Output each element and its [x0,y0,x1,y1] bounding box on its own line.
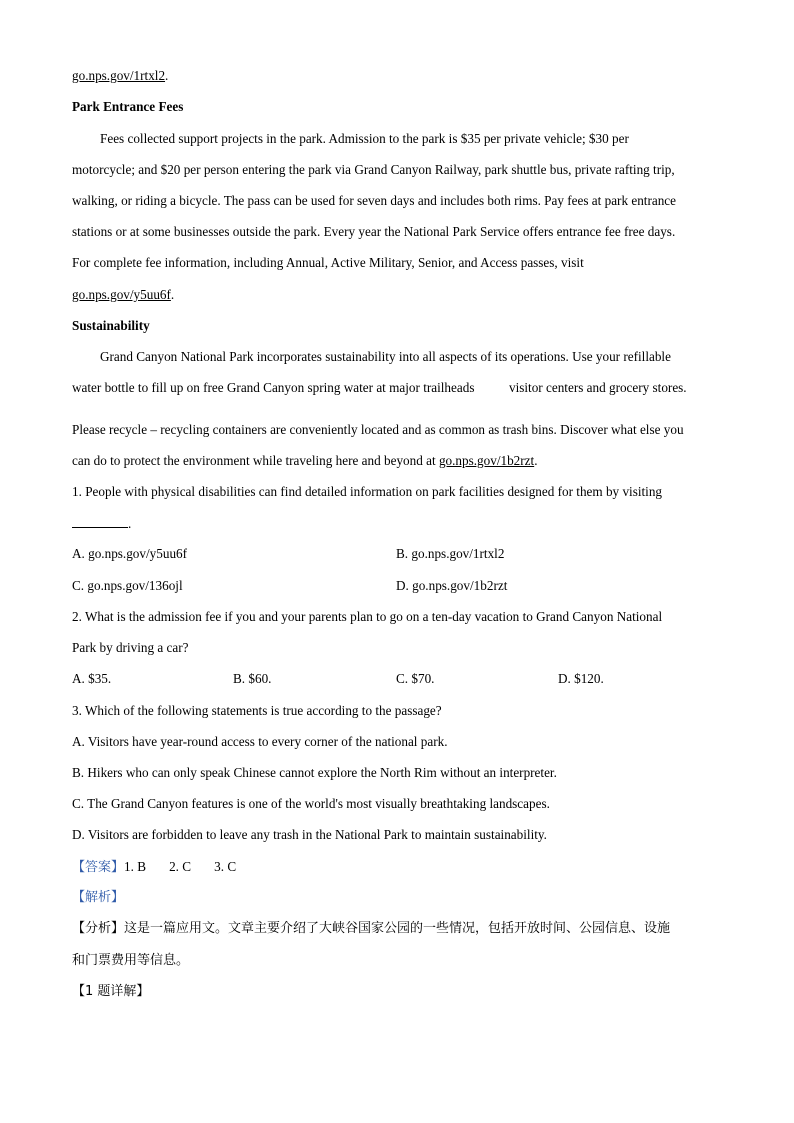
sustainability-link-line: can do to protect the environment while traveling here and beyond at go.nps.gov/1b2rzt. [72,453,538,468]
top-link[interactable]: go.nps.gov/1rtxl2 [72,68,166,83]
question-3-option-a: A. Visitors have year-round access to every corner of the national park. [72,734,448,749]
question-1-option-c: C. go.nps.gov/136ojl [72,578,183,593]
question-3-option-c: C. The Grand Canyon features is one of the world's most visually breathtaking landscapes. [72,796,550,811]
question-1-stem: 1. People with physical disabilities can find detailed information on park facilities designed for them by visiting [72,484,663,499]
question-2-option-a: A. $35. [72,671,112,686]
analysis-label: 【解析】 [72,890,125,905]
heading-park-entrance-fees: Park Entrance Fees [72,99,184,114]
question-2-option-d: D. $120. [558,671,604,686]
sustainability-link[interactable]: go.nps.gov/1b2rzt [438,453,535,468]
paragraph-line: motorcycle; and $20 per person entering the park via Grand Canyon Railway, park shuttle bus, private rafting trip, [72,162,675,177]
paragraph-line: For complete fee information, including Annual, Active Military, Senior, and Access passes, visit [72,255,584,270]
question-3-option-d: D. Visitors are forbidden to leave any trash in the National Park to maintain sustainability. [72,827,547,842]
question-1-option-d: D. go.nps.gov/1b2rzt [396,578,508,593]
question-2-option-b: B. $60. [233,671,272,686]
detail-label: 【1 题详解】 [72,984,150,999]
top-link-line: go.nps.gov/1rtxl2. [72,68,169,83]
fees-link-line: go.nps.gov/y5uu6f. [72,287,175,302]
answer-label: 【答案】 [72,860,125,875]
question-1-blank-line: . [72,515,131,532]
answer-values: 1. B 2. C 3. C [124,859,237,874]
question-1-option-a: A. go.nps.gov/y5uu6f [72,546,188,561]
paragraph-line: walking, or riding a bicycle. The pass can be used for seven days and includes both rims. Pay fees at park entrance [72,193,676,208]
question-2-option-c: C. $70. [396,671,435,686]
paragraph-line: visitor centers and grocery stores. [509,380,687,395]
answer-line [72,859,236,876]
paragraph-line: Please recycle – recycling containers are conveniently located and as common as trash bins. Discover what else you [72,422,684,437]
question-2-stem-cont: Park by driving a car? [72,640,189,655]
fees-link[interactable]: go.nps.gov/y5uu6f [72,287,171,302]
analysis-summary-line-1: 【分析】这是一篇应用文。文章主要介绍了大峡谷国家公园的一些情况，包括开放时间、公园信息、设施 [72,921,671,936]
heading-sustainability: Sustainability [72,318,150,333]
question-2-stem: 2. What is the admission fee if you and your parents plan to go on a ten-day vacation to Grand Canyon National [72,609,663,624]
paragraph-line: stations or at some businesses outside the park. Every year the National Park Service offers entrance fee free days. [72,224,676,239]
paragraph-line: Grand Canyon National Park incorporates sustainability into all aspects of its operations. Use your refillable [100,349,671,364]
question-3-stem: 3. Which of the following statements is true according to the passage? [72,703,442,718]
question-3-option-b: B. Hikers who can only speak Chinese cannot explore the North Rim without an interpreter. [72,765,557,780]
answer-blank [72,515,128,528]
question-1-option-b: B. go.nps.gov/1rtxl2 [396,546,505,561]
paragraph-line: Fees collected support projects in the park. Admission to the park is $35 per private vehicle; $30 per [100,131,629,146]
paragraph-line: water bottle to fill up on free Grand Canyon spring water at major trailheads [72,380,475,395]
analysis-summary-line-2: 和门票费用等信息。 [72,953,190,968]
